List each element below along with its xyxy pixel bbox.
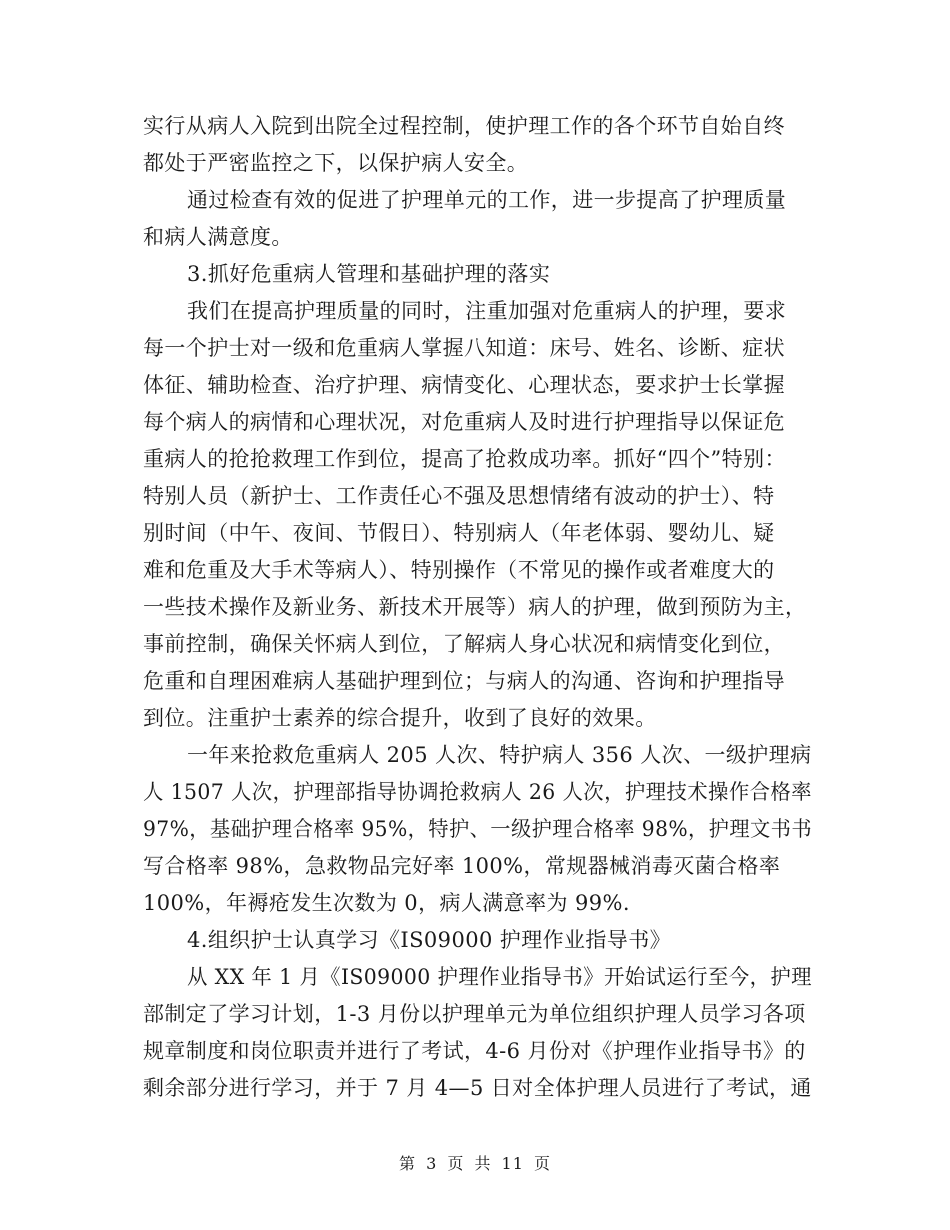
body-text-line: 通过检查有效的促进了护理单元的工作，进一步提高了护理质量	[187, 188, 787, 212]
body-text-line: 到位。注重护士素养的综合提升，收到了良好的效果。	[143, 706, 657, 730]
body-text-line: 体征、辅助检查、治疗护理、病情变化、心理状态，要求护士长掌握	[143, 373, 785, 397]
body-text-line: 写合格率 98%，急救物品完好率 100%，常规器械消毒灭菌合格率	[143, 854, 781, 878]
body-text-line: 人 1507 人次，护理部指导协调抢救病人 26 人次，护理技术操作合格率	[143, 780, 812, 804]
section-heading: 3.抓好危重病人管理和基础护理的落实	[187, 262, 551, 286]
body-text-line: 一年来抢救危重病人 205 人次、特护病人 356 人次、一级护理病	[187, 743, 812, 767]
body-text-line: 100%，年褥疮发生次数为 0，病人满意率为 99%.	[143, 891, 630, 915]
body-text-line: 难和危重及大手术等病人）、特别操作（不常见的操作或者难度大的	[143, 558, 775, 582]
body-text-line: 事前控制，确保关怀病人到位，了解病人身心状况和病情变化到位，	[143, 632, 785, 656]
body-text-line: 重病人的抢抢救理工作到位，提高了抢救成功率。抓好“四个”特别：	[143, 447, 786, 471]
body-text-line: 都处于严密监控之下，以保护病人安全。	[143, 151, 529, 175]
body-text-line: 特别人员（新护士、工作责任心不强及思想情绪有波动的护士）、特	[143, 484, 775, 508]
page-footer: 第 3 页 共 11 页	[399, 1154, 551, 1173]
body-text-line: 危重和自理困难病人基础护理到位；与病人的沟通、咨询和护理指导	[143, 669, 785, 693]
body-text-line: 别时间（中午、夜间、节假日）、特别病人（年老体弱、婴幼儿、疑	[143, 521, 775, 545]
body-text-line: 规章制度和岗位职责并进行了考试，4-6 月份对《护理作业指导书》的	[143, 1039, 806, 1063]
body-text-line: 部制定了学习计划，1-3 月份以护理单元为单位组织护理人员学习各项	[143, 1002, 806, 1026]
body-text-line: 实行从病人入院到出院全过程控制，使护理工作的各个环节自始自终	[143, 114, 785, 138]
body-text-line: 97%，基础护理合格率 95%，特护、一级护理合格率 98%，护理文书书	[143, 817, 813, 841]
body-text-line: 每一个护士对一级和危重病人掌握八知道：床号、姓名、诊断、症状	[143, 336, 785, 360]
body-text-line: 一些技术操作及新业务、新技术开展等）病人的护理，做到预防为主，	[143, 595, 807, 619]
body-text-line: 剩余部分进行学习，并于 7 月 4—5 日对全体护理人员进行了考试，通	[143, 1076, 812, 1100]
body-text-line: 我们在提高护理质量的同时，注重加强对危重病人的护理，要求	[187, 299, 787, 323]
body-text-line: 从 XX 年 1 月《IS09000 护理作业指导书》开始试运行至今，护理	[187, 965, 812, 989]
body-text-line: 每个病人的病情和心理状况，对危重病人及时进行护理指导以保证危	[143, 410, 785, 434]
body-text-line: 和病人满意度。	[143, 225, 293, 249]
section-heading: 4.组织护士认真学习《IS09000 护理作业指导书》	[187, 928, 671, 952]
